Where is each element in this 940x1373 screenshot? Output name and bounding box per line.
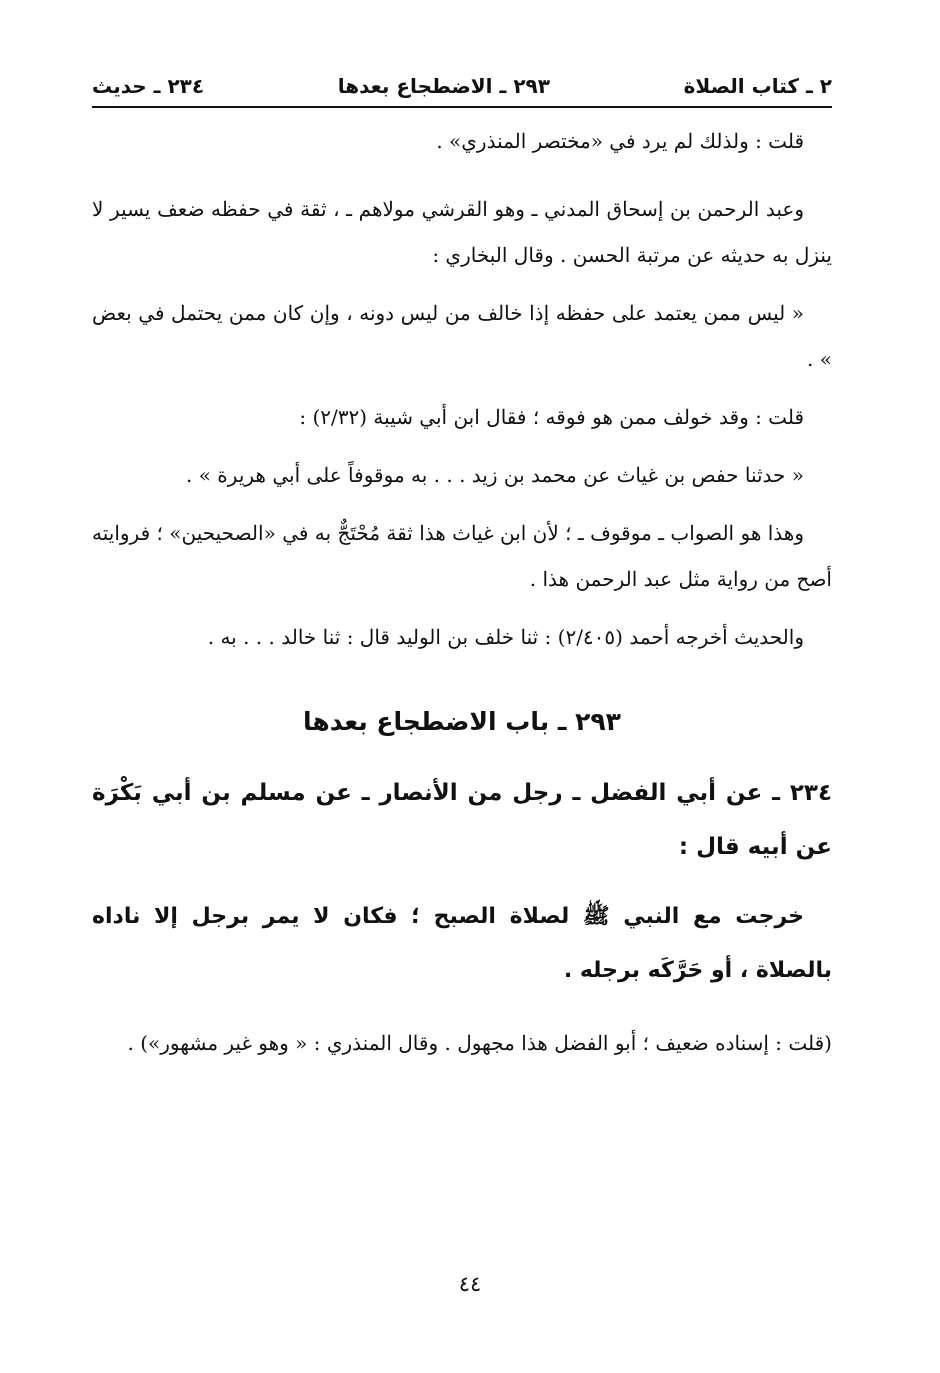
page-number: ٤٤ bbox=[458, 1272, 482, 1296]
paragraph-bukhari-quote: « ليس ممن يعتمد على حفظه إذا خالف من ليس دونه ، وإن كان ممن يحتمل في بعض » . bbox=[92, 301, 832, 371]
paragraph-narrator-grading: وعبد الرحمن بن إسحاق المدني ـ وهو القرشي مولاهم ـ ، ثقة في حفظه ضعف يسير لا ينزل به حديثه عن مرتبة الحسن . وقال البخاري : bbox=[92, 197, 832, 267]
header-hadith-ref: ٢٣٤ ـ حديث bbox=[92, 74, 205, 98]
hadith-grading-note: (قلت : إسناده ضعيف ؛ أبو الفضل هذا مجهول . وقال المنذري : « وهو غير مشهور») . bbox=[127, 1031, 832, 1055]
header-chapter-title: ٢٩٣ ـ الاضطجاع بعدها bbox=[337, 74, 550, 98]
hadith-isnad: ٢٣٤ ـ عن أبي الفضل ـ رجل من الأنصار ـ عن مسلم بن أبي بَكْرَة عن أبيه قال : bbox=[92, 780, 832, 860]
running-header bbox=[92, 60, 832, 100]
paragraph-correct-mawquf: وهذا هو الصواب ـ موقوف ـ ؛ لأن ابن غياث هذا ثقة مُحْتَجٌّ به في «الصحيحين» ؛ فروايته أصح من رواية مثل عبد الرحمن هذا . bbox=[92, 521, 832, 591]
hadith-matn: خرجت مع النبي ﷺ لصلاة الصبح ؛ فكان لا يمر برجل إلا ناداه بالصلاة ، أو حَرَّكَه برجله . bbox=[92, 904, 832, 983]
paragraph-ibn-abi-shaybah-quote: « حدثنا حفص بن غياث عن محمد بن زيد . . . به موقوفاً على أبي هريرة » . bbox=[186, 463, 804, 487]
header-rule bbox=[92, 106, 832, 108]
paragraph-note-mukhtasar: قلت : ولذلك لم يرد في «مختصر المنذري» . bbox=[436, 129, 804, 153]
section-title: ٢٩٣ ـ باب الاضطجاع بعدها bbox=[303, 707, 621, 736]
page-body bbox=[92, 118, 832, 1070]
paragraph-ahmad-source: والحديث أخرجه أحمد (٢/٤٠٥) : ثنا خلف بن الوليد قال : ثنا خالد . . . به . bbox=[207, 625, 804, 649]
paragraph-contradiction: قلت : وقد خولف ممن هو فوقه ؛ فقال ابن أبي شيبة (٢/٣٢) : bbox=[299, 405, 804, 429]
header-book-title: ٢ ـ كتاب الصلاة bbox=[683, 74, 832, 98]
